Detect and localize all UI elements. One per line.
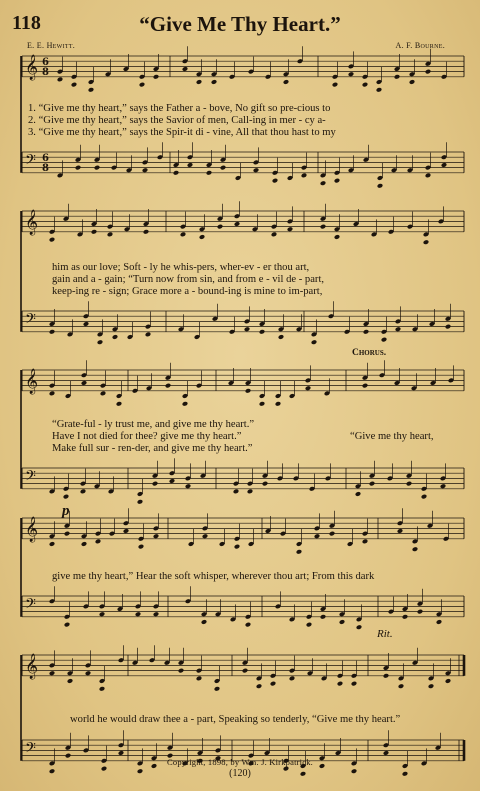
note-head	[182, 66, 188, 72]
note-head	[88, 87, 94, 93]
note-head	[394, 74, 400, 80]
time-signature: 6	[42, 57, 49, 68]
note-head	[234, 221, 240, 227]
verse-2-line-3: Have I not died for thee? give me thy heart.”	[52, 431, 242, 442]
note-head	[287, 226, 293, 232]
note-head	[383, 673, 389, 679]
note-head	[178, 668, 184, 674]
note-head	[425, 173, 431, 179]
bass-clef: 𝄢	[25, 596, 36, 616]
note-head	[80, 489, 86, 495]
note-head	[112, 334, 118, 340]
note-head	[332, 82, 338, 88]
note-head	[245, 388, 251, 394]
note-head	[49, 541, 55, 547]
note-head	[196, 79, 202, 85]
note-head	[278, 334, 284, 340]
treble-clef: 𝄞	[25, 654, 39, 679]
composer-credit: A. F. Bourne.	[395, 41, 445, 50]
note-head	[91, 229, 97, 235]
note-head	[233, 489, 239, 495]
note-head	[351, 681, 357, 687]
note-head	[234, 544, 240, 550]
verse-2-line-2: gain and a - gain; “Turn now from sin, and from e - vil de - part,	[52, 274, 325, 285]
note-head	[283, 79, 289, 85]
note-head	[296, 549, 302, 555]
note-head	[305, 385, 311, 391]
copyright-notice: Copyright, 1898, by Wm. J. Kirkpatrick.	[167, 757, 313, 767]
note-head	[211, 79, 217, 85]
note-head	[95, 539, 101, 545]
note-head	[49, 391, 55, 397]
note-head	[220, 165, 226, 171]
note-head	[217, 224, 223, 230]
note-head	[199, 234, 205, 240]
note-head	[311, 339, 317, 345]
note-head	[85, 670, 91, 676]
note-head	[337, 681, 343, 687]
note-head	[139, 82, 145, 88]
note-head	[259, 401, 265, 407]
page-number: (120)	[229, 768, 251, 779]
note-head	[142, 167, 148, 173]
note-head	[214, 686, 220, 692]
note-head	[67, 678, 73, 684]
note-head	[75, 165, 81, 171]
note-head	[107, 232, 113, 238]
note-head	[153, 611, 159, 617]
note-head	[425, 69, 431, 75]
note-head	[63, 494, 69, 500]
note-head	[306, 622, 312, 628]
chorus-start-lyric: “Give me thy heart,	[350, 431, 434, 442]
note-head	[383, 750, 389, 756]
time-signature: 8	[42, 163, 49, 174]
note-head	[152, 481, 158, 487]
note-head	[173, 170, 179, 176]
treble-clef: 𝄞	[25, 210, 39, 235]
note-head	[245, 622, 251, 628]
chorus-label: Chorus.	[352, 348, 387, 358]
dynamic-piano: p	[62, 503, 70, 519]
note-head	[187, 162, 193, 168]
note-head	[202, 533, 208, 539]
note-head	[49, 237, 55, 243]
note-head	[153, 74, 159, 80]
verse-2-line-1: 2. “Give me thy heart,” says the Savior of men, Call-ing in mer - cy a-	[28, 115, 326, 126]
note-head	[206, 170, 212, 176]
verse-1-line-2: him as our love; Soft - ly he whis-pers, wher-ev - er thou art,	[52, 262, 310, 273]
lyricist-credit: E. E. Hewitt.	[27, 41, 76, 50]
time-signature: 8	[42, 67, 49, 78]
note-head	[165, 383, 171, 389]
note-head	[138, 544, 144, 550]
verse-3-line-3: Make full sur - ren-der, and give me thy heart.”	[52, 443, 253, 454]
note-head	[421, 494, 427, 500]
note-head	[320, 224, 326, 230]
note-head	[441, 162, 447, 168]
verse-3-line-2: keep-ing re - sign; Grace more a - bound-ing is mine to im-part,	[52, 286, 323, 297]
note-head	[169, 478, 175, 484]
chorus-line-1: give me thy heart,” Hear the soft whisper, wherever thou art; From this dark	[52, 571, 375, 582]
note-head	[409, 79, 415, 85]
note-head	[272, 178, 278, 184]
note-head	[244, 326, 250, 332]
note-head	[118, 750, 124, 756]
note-head	[270, 681, 276, 687]
note-head	[402, 614, 408, 620]
note-head	[256, 683, 262, 689]
note-head	[271, 232, 277, 238]
note-head	[49, 670, 55, 676]
note-head	[314, 533, 320, 539]
note-head	[436, 619, 442, 625]
note-head	[301, 173, 307, 179]
hymn-number: 118	[12, 12, 41, 34]
note-head	[97, 339, 103, 345]
note-head	[289, 676, 295, 682]
note-head	[137, 499, 143, 505]
note-head	[259, 329, 265, 335]
note-head	[242, 668, 248, 674]
verse-3-line-1: 3. “Give me thy heart,” says the Spir-it di - vine, All that thou hast to my	[28, 127, 336, 138]
bass-clef: 𝄢	[25, 468, 36, 488]
note-head	[262, 481, 268, 487]
ritardando-mark: Rit.	[377, 628, 393, 640]
note-head	[406, 481, 412, 487]
treble-clef: 𝄞	[25, 517, 39, 542]
note-head	[376, 87, 382, 93]
note-head	[253, 167, 259, 173]
time-signature: 6	[42, 153, 49, 164]
note-head	[395, 326, 401, 332]
note-head	[397, 528, 403, 534]
note-head	[83, 321, 89, 327]
treble-clef: 𝄞	[25, 55, 39, 80]
note-head	[417, 609, 423, 615]
note-head	[99, 686, 105, 692]
note-head	[182, 401, 188, 407]
note-head	[247, 489, 253, 495]
note-head	[49, 329, 55, 335]
note-head	[362, 539, 368, 545]
treble-clef: 𝄞	[25, 369, 39, 394]
note-head	[81, 541, 87, 547]
note-head	[362, 383, 368, 389]
note-head	[334, 178, 340, 184]
note-head	[64, 531, 70, 537]
verse-1-line-1: 1. “Give me thy heart,” says the Father a - bove, No gift so pre-cious to	[28, 103, 331, 114]
note-head	[185, 483, 191, 489]
note-head	[398, 683, 404, 689]
note-head	[145, 332, 151, 338]
note-head	[381, 337, 387, 343]
note-head	[355, 491, 361, 497]
verse-1-line-3: “Grate-ful - ly trust me, and give me thy heart.”	[52, 419, 255, 430]
bass-clef: 𝄢	[25, 152, 36, 172]
note-head	[57, 77, 63, 83]
note-head	[123, 528, 129, 534]
note-head	[64, 622, 70, 628]
note-head	[275, 401, 281, 407]
bass-clef: 𝄢	[25, 311, 36, 331]
note-head	[377, 183, 383, 189]
note-head	[445, 678, 451, 684]
note-head	[363, 329, 369, 335]
note-head	[428, 683, 434, 689]
note-head	[94, 165, 100, 171]
note-head	[99, 611, 105, 617]
note-head	[423, 239, 429, 245]
note-head	[135, 611, 141, 617]
note-head	[412, 546, 418, 552]
note-head	[116, 401, 122, 407]
note-head	[339, 619, 345, 625]
note-head	[143, 229, 149, 235]
note-head	[445, 324, 451, 330]
note-head	[329, 531, 335, 537]
note-head	[440, 483, 446, 489]
note-head	[320, 614, 326, 620]
note-head	[369, 481, 375, 487]
note-head	[153, 533, 159, 539]
note-head	[180, 232, 186, 238]
note-head	[71, 82, 77, 88]
note-head	[201, 619, 207, 625]
note-head	[362, 82, 368, 88]
note-head	[81, 380, 87, 386]
note-head	[100, 391, 106, 397]
note-head	[348, 71, 354, 77]
note-head	[320, 180, 326, 186]
hymn-title: “Give Me Thy Heart.”	[139, 12, 341, 36]
chorus-line-2: world he would draw thee a - part, Speaking so tenderly, “Give me thy heart.”	[70, 714, 401, 725]
bass-clef: 𝄢	[25, 740, 36, 760]
note-head	[196, 676, 202, 682]
note-head	[334, 234, 340, 240]
note-head	[356, 624, 362, 630]
